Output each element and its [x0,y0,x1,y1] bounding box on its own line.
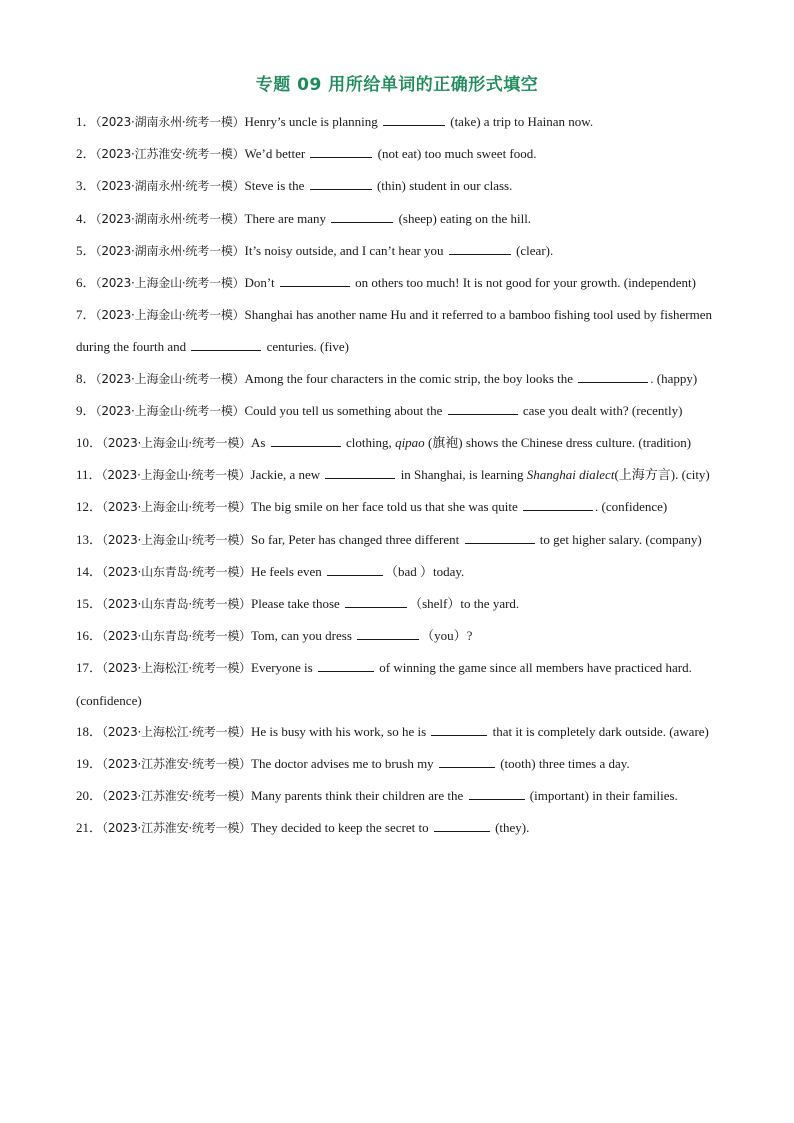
question-15 [76,588,720,620]
question-source: （2023·山东青岛·统考一模） [102,629,251,644]
question-number: 9． [76,402,96,418]
question-text: Tom, can you dress [251,628,356,644]
question-hint: on others too much! It is not good for your growth. (independent) [351,275,696,291]
question-text: We’d better [244,146,309,162]
question-1 [76,106,720,138]
question-hint: (clear). [512,242,554,258]
answer-blank[interactable] [439,754,495,768]
question-source: （2023·湖南永州·统考一模） [95,211,245,226]
question-source: （2023·上海金山·统考一模） [102,532,251,547]
question-text: Don’t [244,275,278,291]
question-hint: to get higher salary. (company) [536,531,702,547]
answer-blank[interactable] [327,562,383,576]
answer-blank[interactable] [578,369,648,383]
answer-blank[interactable] [325,465,395,479]
question-13 [76,524,720,556]
question-hint: (sheep) eating on the hill. [395,210,532,226]
question-source: （2023·江苏淮安·统考一模） [102,757,251,772]
question-hint: （bad ）today. [385,563,465,579]
question-number: 8． [76,370,96,386]
question-number: 12． [76,499,103,515]
question-number: 20． [76,788,103,804]
question-hint: (important) in their families. [526,788,678,804]
question-source: （2023·上海金山·统考一模） [95,403,245,418]
answer-blank[interactable] [357,626,419,640]
question-list [76,106,720,845]
question-text: There are many [244,210,330,226]
question-9 [76,395,720,427]
question-hint: (tooth) three times a day. [496,756,630,772]
question-18 [76,716,720,748]
question-hint: (not eat) too much sweet food. [374,146,537,162]
question-text: He is busy with his work, so he is [251,723,430,739]
question-19 [76,748,720,780]
question-number: 7． [76,307,96,323]
question-number: 13． [76,531,103,547]
question-21 [76,812,720,844]
question-number: 19． [76,756,103,772]
question-source: （2023·上海松江·统考一模） [102,661,251,676]
question-4 [76,203,720,235]
question-number: 21． [76,820,103,836]
answer-blank[interactable] [280,273,350,287]
question-hint: case you dealt with? (recently) [519,402,683,418]
question-number: 4． [76,210,96,226]
question-number: 2． [76,146,96,162]
question-text: Please take those [251,596,344,612]
question-text: Everyone is [251,660,316,676]
question-hint: （you）? [421,628,473,644]
question-2 [76,138,720,170]
answer-blank[interactable] [431,722,487,736]
question-source: （2023·上海金山·统考一模） [95,371,245,386]
question-number: 16． [76,628,103,644]
question-hint: . (happy) [650,370,698,386]
answer-blank[interactable] [191,337,261,351]
question-hint: . (confidence) [595,499,668,515]
question-text: Henry’s uncle is planning [244,114,381,129]
question-hint: (thin) student in our class. [373,178,513,194]
question-number: 6． [76,275,96,291]
question-text: The doctor advises me to brush my [251,756,437,772]
answer-blank[interactable] [318,658,374,672]
question-hint: of winning the game since all members have practiced hard. (confidence) [76,660,692,708]
answer-blank[interactable] [465,530,535,544]
question-source: （2023·山东青岛·统考一模） [102,597,251,612]
question-text-continued: in Shanghai, is learning [397,467,527,483]
answer-blank[interactable] [310,144,372,158]
question-source: （2023·湖南永州·统考一模） [95,243,245,258]
answer-blank[interactable] [434,818,490,832]
question-source: （2023·江苏淮安·统考一模） [102,789,251,804]
question-hint: (上海方言). (city) [614,467,710,483]
question-text: They decided to keep the secret to [251,820,432,836]
answer-blank[interactable] [449,241,511,255]
answer-blank[interactable] [383,112,445,126]
answer-blank[interactable] [523,497,593,511]
question-source: （2023·上海金山·统考一模） [102,500,251,515]
question-number: 5． [76,242,96,258]
question-hint: centuries. (five) [263,339,349,355]
question-hint: (旗袍) shows the Chinese dress culture. (tradition) [424,435,692,451]
question-hint: (they). [491,820,530,836]
italic-term: qipao [395,435,425,451]
question-text: Jackie, a new [250,467,324,483]
question-hint: (take) a trip to Hainan now. [446,114,594,129]
question-6 [76,267,720,299]
question-text: Could you tell us something about the [244,402,446,418]
question-17 [76,652,720,715]
question-number: 18． [76,723,103,739]
page-title: 专题 09 用所给单词的正确形式填空 [255,75,539,95]
question-text: He feels even [251,563,325,579]
question-14 [76,556,720,588]
question-source: （2023·上海金山·统考一模） [102,436,251,451]
question-7 [76,299,720,362]
question-text: Many parents think their children are the [251,788,467,804]
question-5 [76,235,720,267]
question-hint: （shelf）to the yard. [409,596,520,612]
question-16 [76,620,720,652]
question-number: 11． [76,467,102,483]
question-text-continued: clothing, [342,435,396,451]
question-3 [76,170,720,202]
question-number: 15． [76,596,103,612]
answer-blank[interactable] [345,594,407,608]
question-source: （2023·上海金山·统考一模） [95,276,245,291]
question-text: As [251,435,269,451]
question-20 [76,780,720,812]
answer-blank[interactable] [310,176,372,190]
answer-blank[interactable] [331,209,393,223]
question-source: （2023·上海松江·统考一模） [102,724,251,739]
question-number: 3． [76,178,96,194]
question-number: 1． [76,114,96,129]
question-8 [76,363,720,395]
question-source: （2023·湖南永州·统考一模） [95,179,245,194]
question-text: Among the four characters in the comic strip, the boy looks the [244,370,577,386]
question-source: （2023·湖南永州·统考一模） [95,115,245,129]
question-number: 14． [76,563,103,579]
question-text: Steve is the [244,178,308,194]
italic-term: Shanghai dialect [526,467,615,483]
question-10 [76,427,720,459]
question-text: Shanghai has another name Hu and it referred to a bamboo fishing tool used by fishermen during the fourth and [76,307,713,355]
question-text: So far, Peter has changed three different [251,531,463,547]
answer-blank[interactable] [469,786,525,800]
question-source: （2023·上海金山·统考一模） [95,308,245,323]
question-hint: that it is completely dark outside. (aware) [489,723,709,739]
question-source: （2023·山东青岛·统考一模） [102,564,251,579]
question-source: （2023·上海金山·统考一模） [101,468,251,483]
question-11 [76,459,720,491]
question-12 [76,491,720,523]
question-text: The big smile on her face told us that she was quite [251,499,522,515]
answer-blank[interactable] [271,433,341,447]
question-source: （2023·江苏淮安·统考一模） [95,147,245,162]
question-number: 17． [76,660,103,676]
question-number: 10． [76,435,103,451]
question-text: It’s noisy outside, and I can’t hear you [244,242,447,258]
answer-blank[interactable] [448,401,518,415]
question-source: （2023·江苏淮安·统考一模） [102,821,251,836]
